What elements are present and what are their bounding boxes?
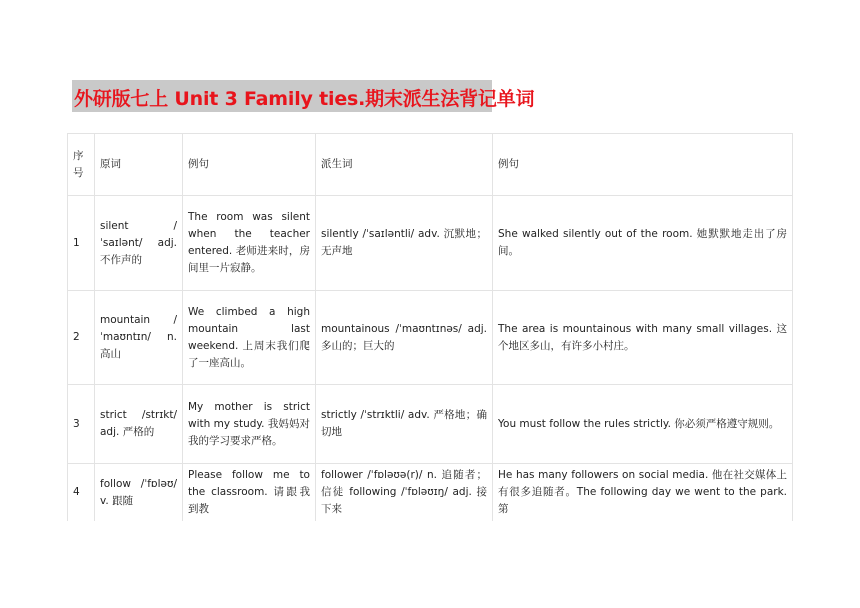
- row-derivative: strictly /ˈstrɪktli/ adv. 严格地；确切地: [316, 385, 493, 464]
- header-derivative-example: 例句: [493, 134, 793, 196]
- row-derivative: silently /ˈsaɪləntli/ adv. 沉默地；无声地: [316, 196, 493, 291]
- row-derivative-example: He has many followers on social media. 他在社交媒体上有很多追随者。The following day we went to the park. 第: [493, 464, 793, 522]
- row-word: follow /ˈfɒləʊ/ v. 跟随: [95, 464, 183, 522]
- header-word: 原词: [95, 134, 183, 196]
- table-row: [68, 291, 793, 385]
- row-number: 4: [68, 464, 95, 522]
- row-word: strict /strɪkt/ adj. 严格的: [95, 385, 183, 464]
- row-word: silent /ˈsaɪlənt/ adj. 不作声的: [95, 196, 183, 291]
- row-derivative: mountainous /ˈmaʊntɪnəs/ adj. 多山的；巨大的: [316, 291, 493, 385]
- document-title: 外研版七上 Unit 3 Family ties.期末派生法背记单词: [74, 88, 535, 110]
- row-example: We climbed a high mountain last weekend. 上周末我们爬了一座高山。: [183, 291, 316, 385]
- row-number: 1: [68, 196, 95, 291]
- row-derivative-example: She walked silently out of the room. 她默默地走出了房间。: [493, 196, 793, 291]
- header-derivative: 派生词: [316, 134, 493, 196]
- table-row: [68, 464, 793, 522]
- row-word: mountain /ˈmaʊntɪn/ n. 高山: [95, 291, 183, 385]
- row-derivative-example: You must follow the rules strictly. 你必须严格遵守规则。: [493, 385, 793, 464]
- table-row: [68, 385, 793, 464]
- title-highlight: [72, 80, 535, 112]
- row-example: My mother is strict with my study. 我妈妈对我的学习要求严格。: [183, 385, 316, 464]
- row-number: 2: [68, 291, 95, 385]
- header-number: 序号: [68, 134, 95, 196]
- vocabulary-table: [67, 133, 793, 522]
- page-bottom-margin: [0, 521, 860, 608]
- header-example: 例句: [183, 134, 316, 196]
- row-example: Please follow me to the classroom. 请跟我到教: [183, 464, 316, 522]
- row-number: 3: [68, 385, 95, 464]
- row-derivative: follower /ˈfɒləʊə(r)/ n. 追随者；信徒 following /ˈfɒləʊɪŋ/ adj. 接下来: [316, 464, 493, 522]
- row-example: The room was silent when the teacher entered. 老师进来时，房间里一片寂静。: [183, 196, 316, 291]
- table-row: [68, 196, 793, 291]
- row-derivative-example: The area is mountainous with many small villages. 这个地区多山，有许多小村庄。: [493, 291, 793, 385]
- table-header-row: [68, 134, 793, 196]
